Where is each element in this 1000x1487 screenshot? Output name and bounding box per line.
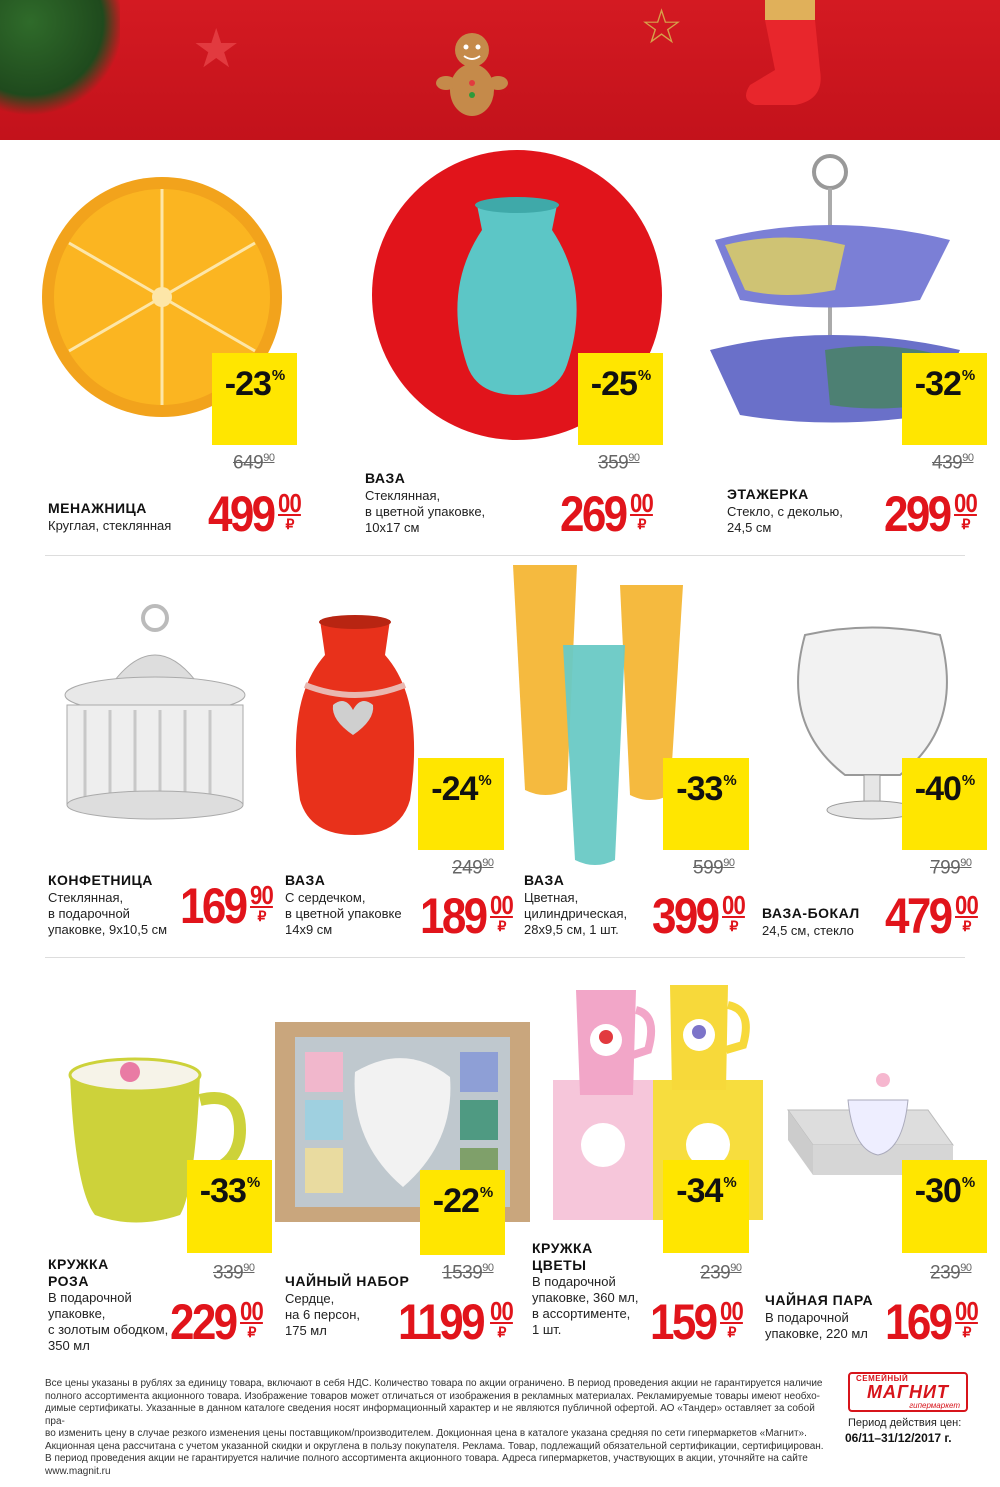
- current-price: 499 00 ₽: [208, 486, 302, 542]
- old-price: $599^{90}$: [693, 857, 735, 879]
- product-name: ЧАЙНАЯ ПАРА: [765, 1292, 874, 1308]
- price-period-dates: 06/11–31/12/2017 г.: [845, 1431, 952, 1445]
- product-name: ВАЗА-БОКАЛ: [762, 905, 860, 921]
- old-price: $239^{90}$: [930, 1262, 972, 1284]
- header-banner: [0, 0, 1000, 140]
- product-description: С сердечком, в цветной упаковке 14х9 см: [285, 890, 402, 937]
- product-name: КРУЖКА РОЗА: [48, 1256, 109, 1289]
- old-price: $339^{90}$: [213, 1262, 255, 1284]
- current-price: 1199 00 ₽: [398, 1294, 514, 1350]
- product-description: Стеклянная, в подарочной упаковке, 9х10,5 см: [48, 890, 168, 937]
- current-price: 169 00 ₽: [885, 1294, 979, 1350]
- discount-badge: -30 %: [902, 1160, 987, 1253]
- product-description: Стекло, с деколью, 24,5 см: [727, 504, 843, 535]
- old-price: $359^{90}$: [598, 452, 640, 474]
- current-price: 269 00 ₽: [560, 486, 654, 542]
- old-price: $439^{90}$: [932, 452, 974, 474]
- current-price: 159 00 ₽: [650, 1294, 744, 1350]
- discount-badge: -33 %: [663, 758, 749, 850]
- candy-bowl-image: [55, 600, 255, 825]
- product-description: 24,5 см, стекло: [762, 923, 854, 938]
- old-price: $239^{90}$: [700, 1262, 742, 1284]
- row-divider: [45, 555, 965, 556]
- current-price: 479 00 ₽: [885, 888, 979, 944]
- product-name: КОНФЕТНИЦА: [48, 872, 153, 888]
- product-name: ВАЗА: [285, 872, 326, 888]
- old-price: $799^{90}$: [930, 857, 972, 879]
- product-description: В подарочной упаковке, с золотым ободком, 350 мл: [48, 1290, 169, 1353]
- old-price: $649^{90}$: [233, 452, 275, 474]
- christmas-stocking-icon: [735, 0, 875, 110]
- christmas-tree-branch-icon: [0, 0, 120, 120]
- gingerbread-man-icon: [432, 28, 512, 128]
- current-price: 229 00 ₽: [170, 1294, 264, 1350]
- discount-badge: -25 %: [578, 353, 663, 445]
- price-period-label: Период действия цен:: [848, 1417, 962, 1429]
- product-description: Цветная, цилиндрическая, 28х9,5 см, 1 шт.: [524, 890, 628, 937]
- red-heart-vase-image: [285, 610, 425, 840]
- gold-star-ornament-icon: ☆: [640, 1, 684, 54]
- product-description: В подарочной упаковке, 360 мл, в ассортименте, 1 шт.: [532, 1274, 639, 1337]
- discount-badge: -22 %: [420, 1170, 505, 1255]
- current-price: 169 90 ₽: [180, 878, 274, 934]
- old-price: $249^{90}$: [452, 857, 494, 879]
- product-name: ВАЗА: [524, 872, 565, 888]
- magnit-logo: СЕМЕЙНЫЙ МАГНИТ гипермаркет: [848, 1372, 968, 1412]
- discount-badge: -23 %: [212, 353, 297, 445]
- discount-badge: -32 %: [902, 353, 987, 445]
- current-price: 299 00 ₽: [884, 486, 978, 542]
- product-name: ЭТАЖЕРКА: [727, 486, 809, 502]
- product-description: В подарочной упаковке, 220 мл: [765, 1310, 868, 1341]
- discount-badge: -34 %: [663, 1160, 749, 1253]
- row-divider: [45, 957, 965, 958]
- product-description: Круглая, стеклянная: [48, 518, 172, 533]
- discount-badge: -33 %: [187, 1160, 272, 1253]
- discount-badge: -24 %: [418, 758, 504, 850]
- product-name: КРУЖКА ЦВЕТЫ: [532, 1240, 593, 1273]
- old-price: 1539$^{90}$: [442, 1262, 494, 1284]
- red-star-ornament-icon: ★: [192, 19, 241, 79]
- product-name: ЧАЙНЫЙ НАБОР: [285, 1273, 410, 1289]
- discount-badge: -40 %: [902, 758, 987, 850]
- product-description: Стеклянная, в цветной упаковке, 10х17 см: [365, 488, 486, 535]
- legal-disclaimer: Все цены указаны в рублях за единицу товара, включают в себя НДС. Количество товара по акции ограничено. В период проведения акции не гарантируется наличие полного ассортимента акционного товара. Изображение товаров может отличаться от изображения в рекламных материалах. Рекламируемые товары имеют необхо- димые сертификаты. Указанные в данном каталоге сведения носят информационный характер и не являются публичной офертой. АО «Тандер» оставляет за собой пра- во изменить цену в случае резкого изменения цены поставщиком/производителем. Докционная цена в каталоге указана средняя по сети гипермаркетов «Магнит». Акционная цена рассчитана с учетом указанной скидки и округлена в пользу покупателя. Реклама. Товар, подлежащий обязательной сертификации, сертифицирован. В период проведения акции не гарантируется наличие полного ассортимента акционного товара. Адреса гипермаркетов, участвующих в акции, уточняйте на сайте www.magnit.ru: [45, 1378, 824, 1477]
- product-description: Сердце, на 6 персон, 175 мл: [285, 1291, 361, 1338]
- current-price: 189 00 ₽: [420, 888, 514, 944]
- product-name: МЕНАЖНИЦА: [48, 500, 147, 516]
- current-price: 399 00 ₽: [652, 888, 746, 944]
- product-name: ВАЗА: [365, 470, 406, 486]
